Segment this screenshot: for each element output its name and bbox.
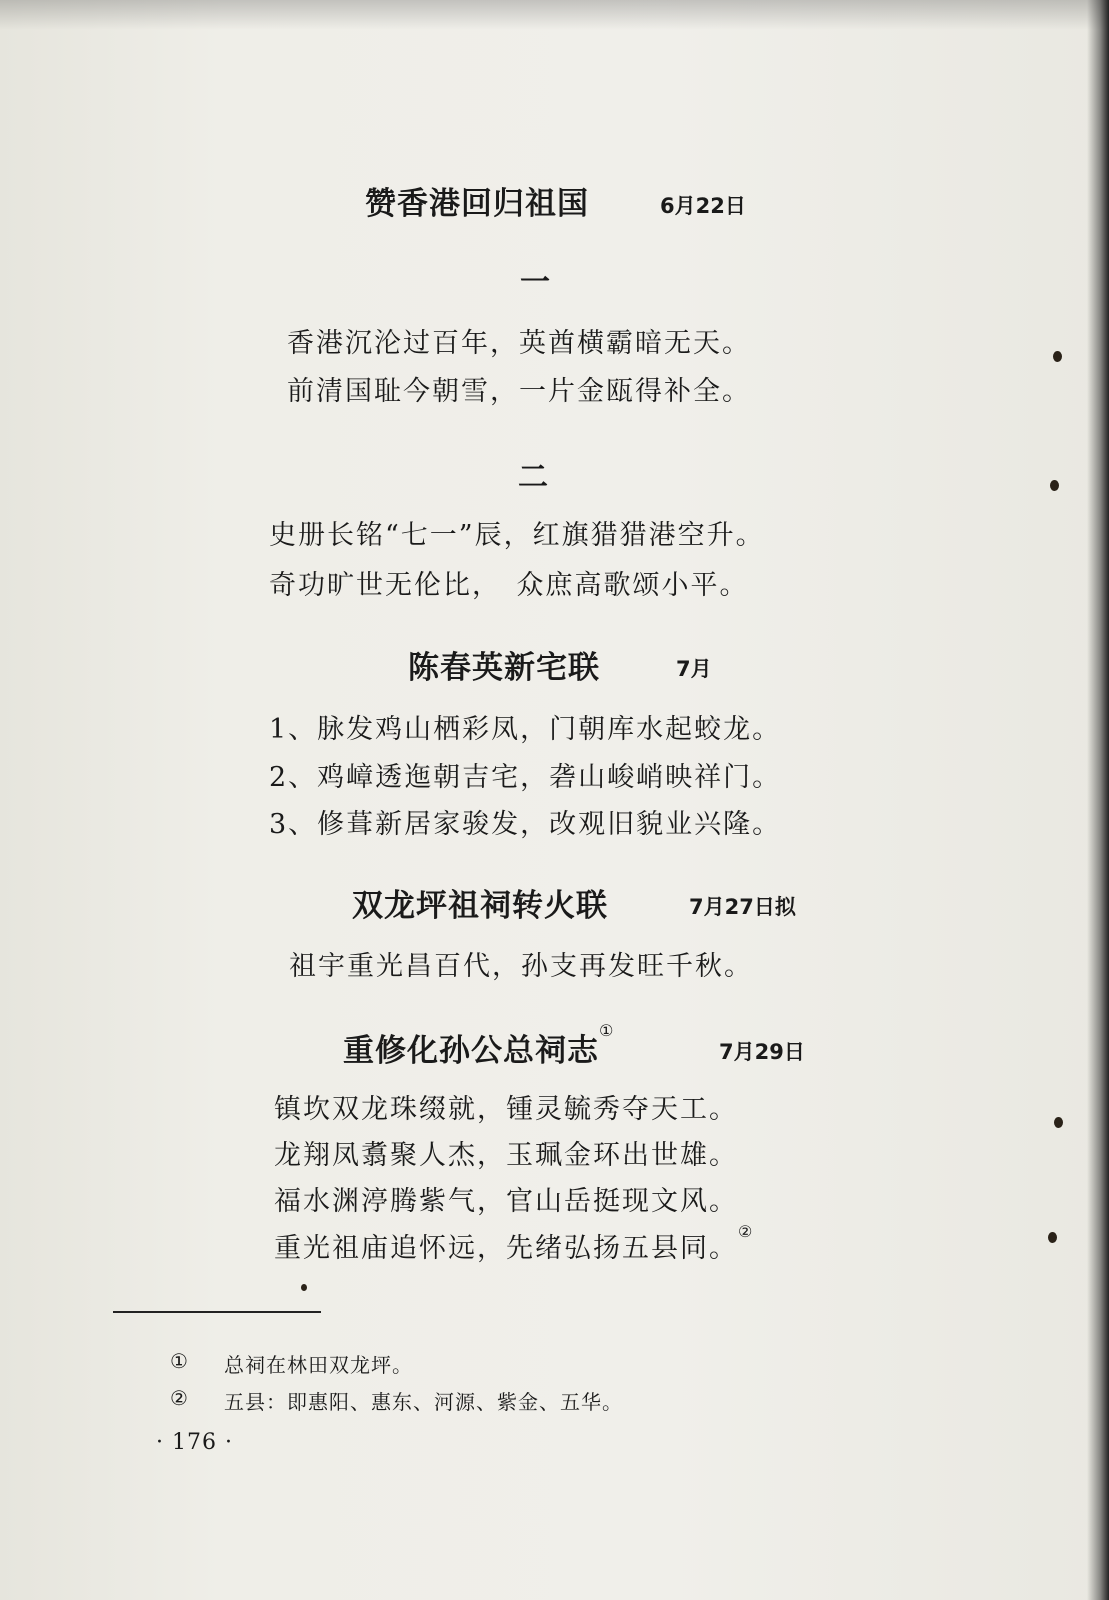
page-edge-shadow <box>1087 0 1109 1600</box>
poem4-title <box>343 1021 615 1070</box>
poem4-line3: 福水渊渟腾紫气，官山岳挺现文风。 <box>274 1186 738 1217</box>
poem1-title: 赞香港回归祖国 <box>365 186 589 222</box>
poem1-date: 6月22日 <box>660 194 746 218</box>
poem3-title: 双龙坪祖祠转火联 <box>352 888 608 924</box>
poem4-footnote-mark: ② <box>738 1222 755 1241</box>
footnote-2-text: 五县：即惠阳、惠东、河源、紫金、五华。 <box>224 1390 623 1414</box>
poem1-part2-numeral: 二 <box>518 460 548 495</box>
binding-hole <box>1048 1232 1057 1243</box>
poem2-line2: 2、鸡嶂透迤朝吉宅，砻山峻峭映祥门。 <box>269 762 782 793</box>
poem1-part1-line2: 前清国耻今朝雪，一片金瓯得补全。 <box>287 376 751 407</box>
poem4-title-text: 重修化孙公总祠志 <box>343 1033 599 1069</box>
poem4-line4-text: 重光祖庙追怀远，先绪弘扬五县同。 <box>274 1233 738 1264</box>
poem2-title: 陈春英新宅联 <box>408 650 600 686</box>
poem1-part1-numeral: 一 <box>520 265 550 300</box>
footnote-1-mark: ① <box>170 1349 189 1373</box>
poem1-part1-line1: 香港沉沦过百年，英酋横霸暗无天。 <box>287 328 751 359</box>
footnote-2-mark: ② <box>170 1386 189 1410</box>
binding-hole <box>1054 1117 1063 1128</box>
footnote-rule <box>113 1311 321 1313</box>
poem4-date: 7月29日 <box>719 1040 805 1064</box>
poem2-line3: 3、修葺新居家骏发，改观旧貌业兴隆。 <box>269 809 782 840</box>
footnote-1-text: 总祠在林田双龙坪。 <box>224 1353 413 1377</box>
poem1-part2-line2: 奇功旷世无伦比， 众庶高歌颂小平。 <box>269 570 749 601</box>
poem2-date: 7月 <box>676 657 712 681</box>
poem1-part2-line1: 史册长铭“七一”辰，红旗猎猎港空升。 <box>269 520 765 551</box>
poem3-line1: 祖宇重光昌百代，孙支再发旺千秋。 <box>289 951 753 982</box>
ink-speck <box>301 1284 307 1291</box>
poem2-line1: 1、脉发鸡山栖彩凤，门朝库水起蛟龙。 <box>269 714 782 745</box>
binding-hole <box>1050 480 1059 491</box>
poem4-line1: 镇坎双龙珠缀就，锺灵毓秀夺天工。 <box>274 1094 738 1125</box>
page-number: · 176 · <box>156 1430 233 1455</box>
top-shadow <box>0 0 1109 30</box>
poem3-date: 7月27日拟 <box>689 895 796 919</box>
poem4-title-footnote-mark: ① <box>599 1021 615 1040</box>
poem4-line4 <box>274 1222 755 1265</box>
poem4-line2: 龙翔凤翥聚人杰，玉珮金环出世雄。 <box>274 1140 738 1171</box>
binding-hole <box>1053 351 1062 362</box>
